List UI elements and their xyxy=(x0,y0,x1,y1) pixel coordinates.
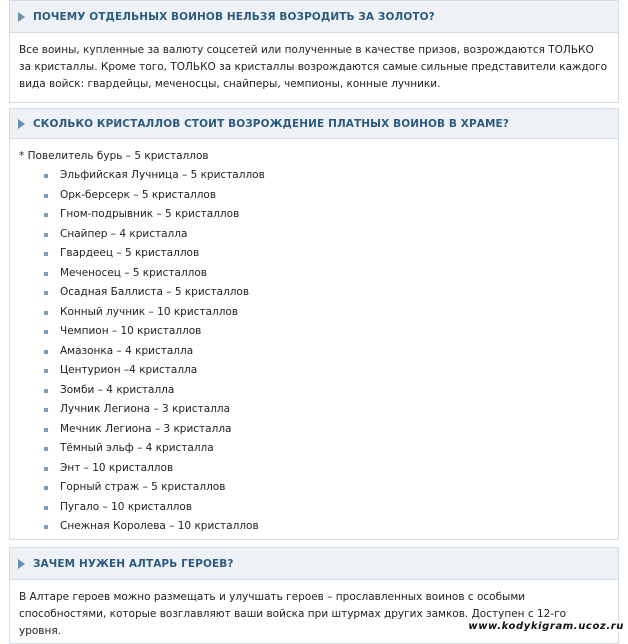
list-item xyxy=(44,166,609,186)
list-item xyxy=(44,517,609,537)
faq-text: В Алтаре героев можно размещать и улучшать героев – прославленных воинов с особыми способностями, которые возглавляют ваши войска при штурмах других замков. Доступен с 12-го уровня. xyxy=(19,591,567,637)
square-bullet-icon xyxy=(44,291,48,295)
square-bullet-icon xyxy=(44,252,48,256)
faq-header[interactable] xyxy=(10,1,618,33)
faq-section-crystal-cost xyxy=(9,108,619,540)
list-item xyxy=(44,225,609,245)
square-bullet-icon xyxy=(44,447,48,451)
square-bullet-icon xyxy=(44,233,48,237)
list-item xyxy=(44,186,609,206)
faq-intro: * Повелитель бурь – 5 кристаллов xyxy=(19,150,209,162)
list-item-label: Тёмный эльф – 4 кристалла xyxy=(60,442,214,454)
list-item xyxy=(44,459,609,479)
triangle-right-icon xyxy=(18,12,25,22)
list-item xyxy=(44,244,609,264)
square-bullet-icon xyxy=(44,428,48,432)
list-item-label: Эльфийская Лучница – 5 кристаллов xyxy=(60,169,265,181)
list-item-label: Амазонка – 4 кристалла xyxy=(60,344,194,357)
list-item-label: Мечник Легиона – 3 кристалла xyxy=(60,422,232,435)
list-item xyxy=(44,439,609,459)
list-item-label: Центурион –4 кристалла xyxy=(60,364,198,376)
square-bullet-icon xyxy=(44,213,48,217)
triangle-right-icon xyxy=(18,559,25,569)
list-item xyxy=(44,400,609,420)
list-item-label: Зомби – 4 кристалла xyxy=(60,383,175,396)
list-item xyxy=(44,283,609,303)
square-bullet-icon xyxy=(44,194,48,198)
list-item-label: Горный страж – 5 кристаллов xyxy=(60,481,226,493)
list-item xyxy=(44,342,609,362)
watermark: www.kodykigram.ucoz.ru xyxy=(468,621,624,632)
list-item-label: Пугало – 10 кристаллов xyxy=(60,500,193,513)
square-bullet-icon xyxy=(44,486,48,490)
cost-list xyxy=(19,166,609,537)
list-item xyxy=(44,264,609,284)
list-item-label: Лучник Легиона – 3 кристалла xyxy=(60,403,231,415)
square-bullet-icon xyxy=(44,174,48,178)
list-item-label: Чемпион – 10 кристаллов xyxy=(60,325,202,337)
list-item-label: Орк-берсерк – 5 кристаллов xyxy=(60,188,217,201)
faq-body xyxy=(10,139,618,537)
list-item xyxy=(44,381,609,401)
faq-text: Все воины, купленные за валюту соцсетей или полученные в качестве призов, возрождаются ТОЛЬКО за кристаллы. Кроме того, ТОЛЬКО за кристаллы возрождаются самые сильные представители каждого вида войск: гвардейцы, меченосцы, снайперы, чемпионы, конные лучники. xyxy=(19,44,608,90)
list-item xyxy=(44,478,609,498)
square-bullet-icon xyxy=(44,525,48,529)
square-bullet-icon xyxy=(44,408,48,412)
square-bullet-icon xyxy=(44,350,48,354)
list-item-label: Гном-подрывник – 5 кристаллов xyxy=(60,208,240,220)
faq-section-revive-gold xyxy=(9,0,619,103)
list-item-label: Конный лучник – 10 кристаллов xyxy=(60,305,239,318)
list-item-label: Энт – 10 кристаллов xyxy=(60,461,174,474)
list-item-label: Осадная Баллиста – 5 кристаллов xyxy=(60,286,250,298)
list-item xyxy=(44,303,609,323)
faq-title: ПОЧЕМУ ОТДЕЛЬНЫХ ВОИНОВ НЕЛЬЗЯ ВОЗРОДИТЬ ЗА ЗОЛОТО? xyxy=(33,10,435,23)
list-item-label: Снайпер – 4 кристалла xyxy=(60,227,188,240)
faq-header[interactable] xyxy=(10,548,618,580)
square-bullet-icon xyxy=(44,311,48,315)
square-bullet-icon xyxy=(44,330,48,334)
square-bullet-icon xyxy=(44,389,48,393)
square-bullet-icon xyxy=(44,272,48,276)
square-bullet-icon xyxy=(44,369,48,373)
square-bullet-icon xyxy=(44,467,48,471)
list-item-label: Меченосец – 5 кристаллов xyxy=(60,266,207,279)
list-item-label: Снежная Королева – 10 кристаллов xyxy=(60,520,259,532)
list-item xyxy=(44,361,609,381)
faq-title: ЗАЧЕМ НУЖЕН АЛТАРЬ ГЕРОЕВ? xyxy=(33,557,234,570)
list-item xyxy=(44,498,609,518)
triangle-right-icon xyxy=(18,119,25,129)
list-item xyxy=(44,322,609,342)
faq-body xyxy=(10,33,618,93)
faq-header[interactable] xyxy=(10,109,618,139)
square-bullet-icon xyxy=(44,506,48,510)
list-item-label: Гвардеец – 5 кристаллов xyxy=(60,247,200,259)
list-item xyxy=(44,205,609,225)
faq-title: СКОЛЬКО КРИСТАЛЛОВ СТОИТ ВОЗРОЖДЕНИЕ ПЛАТНЫХ ВОИНОВ В ХРАМЕ? xyxy=(33,117,509,130)
list-item xyxy=(44,420,609,440)
